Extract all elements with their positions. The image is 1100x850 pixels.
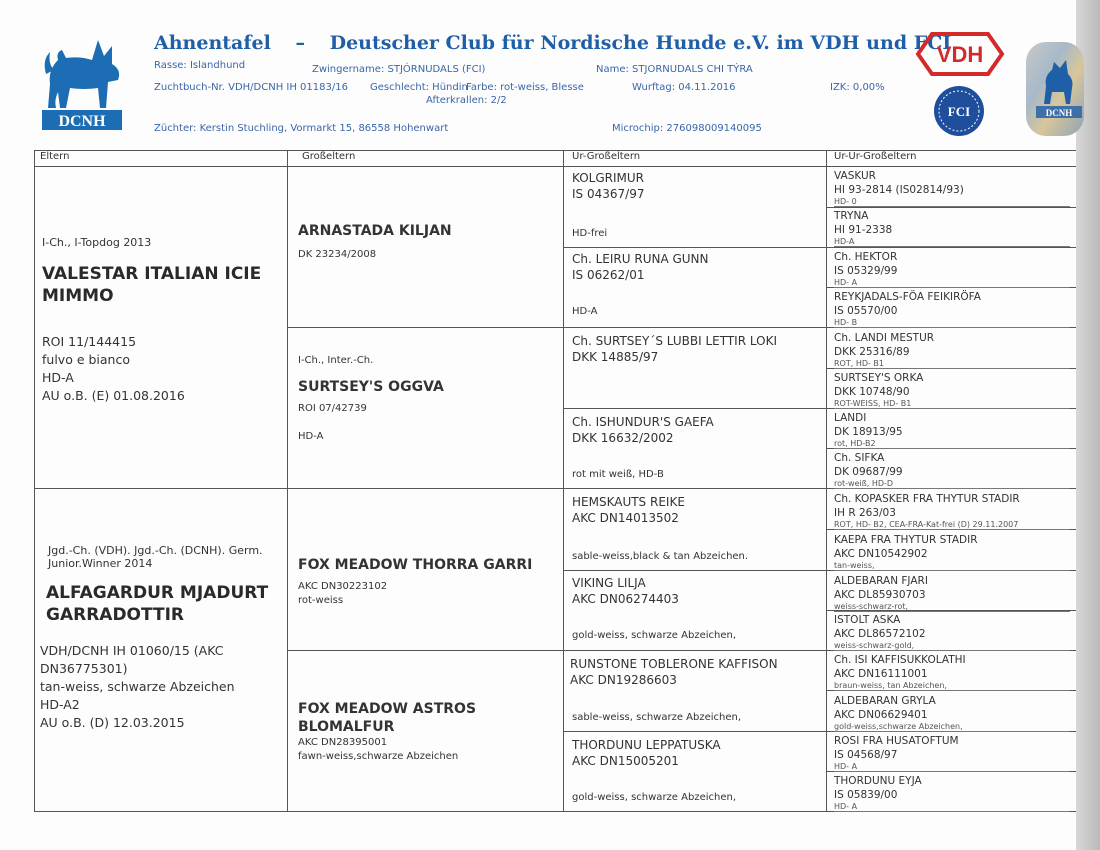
gggp-16-note: HD- A: [834, 802, 1070, 812]
ggp-6-name: VIKING LILJA: [572, 576, 646, 590]
gggp-15: [834, 734, 1070, 772]
dam-reg-line2: DN36775301): [40, 661, 128, 676]
grandparent-4-name-line1: FOX MEADOW ASTROS: [298, 701, 477, 717]
col-header-ur-grosseltern: Ur-Großeltern: [572, 151, 641, 162]
ggp-8: [572, 737, 822, 769]
gggp-5-reg: DKK 25316/89: [834, 346, 910, 358]
grandparent-2: [298, 355, 560, 444]
gggp-5: [834, 331, 1070, 369]
dam-titles-line2: Junior.Winner 2014: [48, 557, 153, 570]
col-header-eltern: Eltern: [40, 151, 70, 162]
gggp-1-name: VASKUR: [834, 170, 876, 182]
ggp-7-reg: AKC DN19286603: [570, 673, 677, 687]
grandparent-1-reg: DK 23234/2008: [298, 249, 377, 260]
geschlecht: Geschlecht: Hündin: [370, 82, 468, 93]
ggp-7-note: sable-weiss, schwarze Abzeichen,: [572, 712, 742, 723]
gggp-7-name: LANDI: [834, 412, 867, 424]
gggp-2: [834, 209, 1070, 247]
gggp-7: [834, 411, 1070, 449]
ggp-3: [572, 333, 822, 365]
gggp-7-note: rot, HD-B2: [834, 439, 1070, 449]
gggp-3-name: Ch. HEKTOR: [834, 251, 898, 263]
gggp-16-reg: IS 05839/00: [834, 789, 898, 801]
gggp-13: [834, 653, 1070, 691]
sire-name-line1: VALESTAR ITALIAN ICIE: [42, 264, 262, 284]
ggp-7-name: RUNSTONE TOBLERONE KAFFISON: [570, 657, 778, 671]
dam-name-line1: ALFAGARDUR MJADURT: [46, 583, 269, 603]
col-line-1: [287, 150, 288, 812]
dcnh-logo: [40, 30, 124, 132]
sire-titles: I-Ch., I-Topdog 2013: [42, 236, 152, 249]
grandparent-2-titles: I-Ch., Inter.-Ch.: [298, 355, 374, 366]
gggp-9-reg: IH R 263/03: [834, 507, 896, 519]
gggp-12-reg: AKC DL86572102: [834, 628, 926, 640]
page-title: [154, 32, 952, 54]
gggp-11-name: ALDEBARAN FJARI: [834, 575, 928, 587]
title-dash: –: [295, 32, 305, 54]
gggp-6-name: SURTSEY'S ORKA: [834, 372, 924, 384]
ggp-7: [570, 656, 826, 688]
gggp-2-name: TRYNA: [834, 210, 869, 222]
grandparent-4-name-line2: BLOMALFUR: [298, 719, 395, 735]
sire-name-line2: MIMMO: [42, 286, 114, 306]
ggp-1-note: HD-frei: [572, 228, 608, 239]
sire-hd: HD-A: [42, 370, 74, 385]
fci-logo: [932, 84, 986, 138]
ggp-8-note: gold-weiss, schwarze Abzeichen,: [572, 792, 737, 803]
gggp-10-name: KAEPA FRA THYTUR STADIR: [834, 534, 978, 546]
gggp-6-note: ROT-WEISS, HD- B1: [834, 399, 1070, 409]
microchip: Microchip: 276098009140095: [612, 123, 762, 134]
header-row-line: [34, 166, 1076, 167]
ggp-4: [572, 414, 822, 446]
gggp-8-name: Ch. SIFKA: [834, 452, 885, 464]
ggp-divider-1: [563, 247, 1076, 248]
gggp-15-note: HD- A: [834, 762, 1070, 772]
gggp-15-reg: IS 04568/97: [834, 749, 898, 761]
ggp-5-reg: AKC DN14013502: [572, 511, 679, 525]
title-ahnentafel: Ahnentafel: [154, 32, 271, 54]
grandparent-4-reg: AKC DN28395001: [298, 737, 388, 748]
gggp-11-note: weiss-schwarz-rot,: [834, 602, 1070, 612]
gggp-2-note: HD-A: [834, 237, 1070, 247]
ggp-4-note: rot mit weiß, HD-B: [572, 469, 664, 480]
gggp-3-reg: IS 05329/99: [834, 265, 898, 277]
gggp-11: [834, 574, 1070, 612]
ggp-6: [572, 575, 822, 607]
vdh-logo: [912, 28, 1008, 80]
grandparent-1: [298, 222, 560, 262]
grandparent-4-color: fawn-weiss,schwarze Abzeichen: [298, 751, 459, 762]
grandparent-1-name: ARNASTADA KILJAN: [298, 223, 452, 239]
gggp-3: [834, 250, 1070, 288]
col-line-3: [826, 150, 827, 812]
dam-cell: [40, 544, 284, 732]
wurftag: Wurftag: 04.11.2016: [632, 82, 736, 93]
col-line-2: [563, 150, 564, 812]
dam-hd: HD-A2: [40, 697, 80, 712]
gggp-12: [834, 613, 1070, 651]
sire-cell: [42, 236, 282, 405]
gggp-1: [834, 169, 1070, 207]
grandparent-2-name: SURTSEY'S OGGVA: [298, 379, 444, 395]
rasse: Rasse: Islandhund: [154, 60, 246, 71]
grandparent-2-hd: HD-A: [298, 431, 324, 442]
ggp-4-reg: DKK 16632/2002: [572, 431, 674, 445]
ggp-6-note: gold-weiss, schwarze Abzeichen,: [572, 630, 737, 641]
gggp-6-reg: DKK 10748/90: [834, 386, 910, 398]
ggp-3-name: Ch. SURTSEY´S LUBBI LETTIR LOKI: [572, 334, 777, 348]
sire-au: AU o.B. (E) 01.08.2016: [42, 388, 185, 403]
gggp-14: [834, 694, 1070, 732]
gggp-5-note: ROT, HD- B1: [834, 359, 1070, 369]
vdh-logo-text: VDH: [936, 42, 984, 67]
ggp-8-reg: AKC DN15005201: [572, 754, 679, 768]
gggp-9-note: ROT, HD- B2, CEA-FRA-Kat-frei (D) 29.11.2007: [834, 520, 1070, 530]
afterkrallen: Afterkrallen: 2/2: [426, 95, 507, 106]
gggp-4-note: HD- B: [834, 318, 1070, 328]
ggp-1-reg: IS 04367/97: [572, 187, 645, 201]
grandparent-3: [298, 556, 560, 608]
gggp-9: [834, 492, 1070, 530]
ggp-6-reg: AKC DN06274403: [572, 592, 679, 606]
zwingername: Zwingername: STJÓRNUDALS (FCI): [312, 64, 486, 75]
grandparent-3-reg: AKC DN30223102: [298, 581, 388, 592]
gggp-1-note: HD- 0: [834, 197, 1070, 207]
grandparent-3-name: FOX MEADOW THORRA GARRI: [298, 557, 533, 573]
gggp-9-name: Ch. KOPASKER FRA THYTUR STADIR: [834, 493, 1020, 505]
ggp-2-note: HD-A: [572, 306, 598, 317]
col-header-ur-ur-grosseltern: Ur-Ur-Großeltern: [834, 151, 917, 162]
dam-au: AU o.B. (D) 12.03.2015: [40, 715, 185, 730]
gggp-1-reg: HI 93-2814 (IS02814/93): [834, 184, 964, 196]
zuechter: Züchter: Kerstin Stuchling, Vormarkt 15, 86558 Hohenwart: [154, 123, 449, 134]
ggp-2-reg: IS 06262/01: [572, 268, 645, 282]
farbe: Farbe: rot-weiss, Blesse: [466, 82, 584, 93]
gggp-12-name: ISTOLT ASKA: [834, 614, 901, 626]
gggp-4-name: REYKJADALS-FÖA FEIKIRÖFA: [834, 291, 981, 303]
ggp-2: [572, 251, 822, 283]
title-club: Deutscher Club für Nordische Hunde e.V. im VDH und FCI: [329, 32, 952, 54]
gggp-4: [834, 290, 1070, 328]
gggp-7-reg: DK 18913/95: [834, 426, 903, 438]
gggp-divider-1: [826, 207, 1076, 208]
gggp-10-note: tan-weiss,: [834, 561, 1070, 571]
dog-name: Name: STJORNUDALS CHI TÝRA: [596, 64, 753, 75]
gggp-6: [834, 371, 1070, 409]
ggp-4-name: Ch. ISHUNDUR'S GAEFA: [572, 415, 714, 429]
gggp-10-reg: AKC DN10542902: [834, 548, 928, 560]
gggp-14-note: gold-weiss,schwarze Abzeichen,: [834, 722, 1070, 732]
dam-color: tan-weiss, schwarze Abzeichen: [40, 679, 235, 694]
gggp-2-reg: HI 91-2338: [834, 224, 893, 236]
ggp-2-name: Ch. LEIRU RUNA GUNN: [572, 252, 709, 266]
fci-logo-text: FCI: [947, 104, 971, 119]
sire-color: fulvo e bianco: [42, 352, 130, 367]
gggp-13-name: Ch. ISI KAFFISUKKOLATHI: [834, 654, 966, 666]
zuchtbuch-nr: Zuchtbuch-Nr. VDH/DCNH IH 01183/16: [154, 82, 348, 93]
dam-reg-line1: VDH/DCNH IH 01060/15 (AKC: [40, 643, 224, 658]
ggp-5: [572, 494, 822, 526]
gggp-13-note: braun-weiss, tan Abzeichen,: [834, 681, 1070, 691]
dcnh-logo-text: DCNH: [58, 113, 106, 130]
gggp-12-note: weiss-schwarz-gold,: [834, 641, 1070, 651]
gggp-8: [834, 451, 1070, 489]
ggp-3-reg: DKK 14885/97: [572, 350, 659, 364]
grandparent-4: [298, 700, 560, 764]
gggp-13-reg: AKC DN16111001: [834, 668, 928, 680]
gggp-8-note: rot-weiß, HD-D: [834, 479, 1070, 489]
gggp-5-name: Ch. LANDI MESTUR: [834, 332, 935, 344]
ggp-1-name: KOLGRIMUR: [572, 171, 644, 185]
gggp-11-reg: AKC DL85930703: [834, 589, 926, 601]
gggp-16: [834, 774, 1070, 812]
gggp-8-reg: DK 09687/99: [834, 466, 903, 478]
ggp-5-name: HEMSKAUTS REIKE: [572, 495, 685, 509]
grandparent-3-color: rot-weiss: [298, 595, 344, 606]
gggp-15-name: ROSI FRA HUSATOFTUM: [834, 735, 959, 747]
gggp-14-reg: AKC DN06629401: [834, 709, 928, 721]
gggp-16-name: THORDUNU EYJA: [834, 775, 922, 787]
dam-titles-line1: Jgd.-Ch. (VDH). Jgd.-Ch. (DCNH). Germ.: [48, 544, 263, 557]
dam-name-line2: GARRADOTTIR: [46, 605, 185, 625]
sire-reg: ROI 11/144415: [42, 334, 137, 349]
hologram-text: DCNH: [1045, 108, 1073, 118]
gggp-3-note: HD- A: [834, 278, 1070, 288]
col-header-grosseltern: Großeltern: [302, 151, 356, 162]
ggp-1: [572, 170, 822, 202]
gggp-10: [834, 533, 1070, 571]
izk: IZK: 0,00%: [830, 82, 885, 93]
grandparent-2-reg: ROI 07/42739: [298, 403, 367, 414]
ggp-8-name: THORDUNU LEPPATUSKA: [572, 738, 721, 752]
gggp-14-name: ALDEBARAN GRYLA: [834, 695, 936, 707]
hologram-seal: [1026, 42, 1084, 136]
gggp-4-reg: IS 05570/00: [834, 305, 898, 317]
ggp-5-note: sable-weiss,black & tan Abzeichen.: [572, 551, 749, 562]
